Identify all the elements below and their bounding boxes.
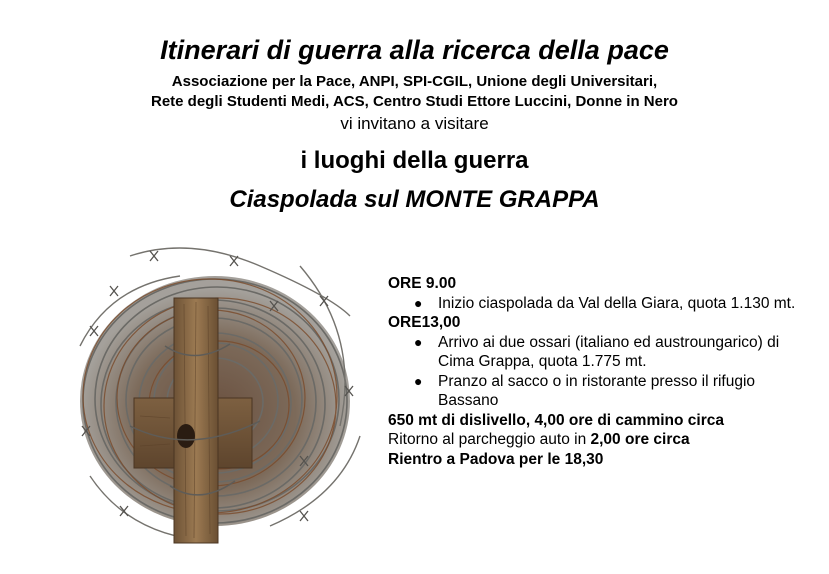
midday-activities [388,333,808,411]
rientro-info: Rientro a Padova per le 18,30 [388,450,604,468]
bullet-icon: ● [414,294,423,311]
page-title: Itinerari di guerra alla ricerca della pace [160,35,669,65]
activity-text: Inizio ciaspolada da Val della Giara, quota 1.130 mt. [438,294,796,312]
return-time: 2,00 ore circa [590,431,690,448]
bullet-icon: ● [414,372,423,389]
morning-activities [388,294,808,314]
bullet-icon: ● [414,333,423,350]
barbed-wire-cross-photo [70,226,370,556]
event-name: Ciaspolada sul MONTE GRAPPA [229,186,600,213]
list-item [388,372,808,411]
activity-text: Arrivo ai due ossari (italiano ed austroungarico) di Cima Grappa, quota 1.775 mt. [438,333,780,370]
route-stats: 650 mt di dislivello, 4,00 ore di cammino circa [388,411,724,429]
list-item [388,294,808,314]
subtitle: i luoghi della guerra [300,147,529,174]
time-label-morning: ORE 9.00 [388,275,457,292]
time-label-midday: ORE13,00 [388,314,461,331]
schedule [388,274,808,469]
return-info [388,430,808,450]
return-prefix: Ritorno al parcheggio auto in [388,431,591,448]
invitation-text: vi invitano a visitare [340,114,489,133]
organizers-line-1: Associazione per la Pace, ANPI, SPI-CGIL, Unione degli Universitari, [171,73,658,90]
activity-text: Pranzo al sacco o in ristorante presso il rifugio Bassano [438,372,756,409]
list-item [388,333,808,372]
organizers-line-2: Rete degli Studenti Medi, ACS, Centro Studi Ettore Luccini, Donne in Nero [151,93,678,110]
